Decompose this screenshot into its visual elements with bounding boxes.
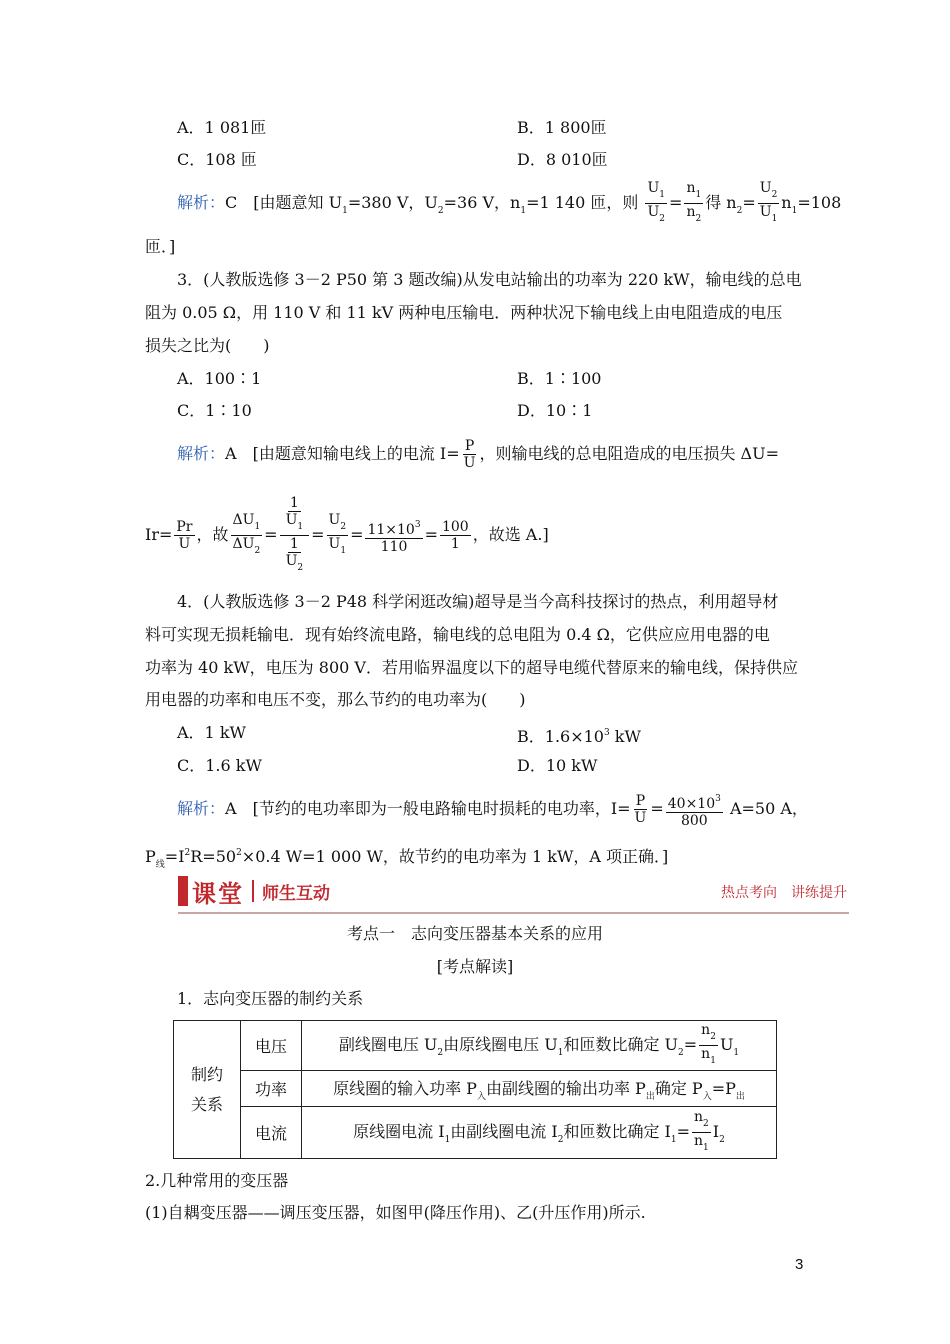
fraction: $\frac{100}{1}$	[441, 519, 469, 552]
fraction: $\frac{P}{U}$	[634, 793, 647, 826]
q4-analysis: 解析：A [节约的电功率即为一般电路输电时损耗的电功率，I= $\frac{P}{U}$ = $\frac{40\times 10^3}{800}$ A=50 A，	[177, 788, 808, 830]
table-row	[174, 1107, 777, 1159]
analysis-label: 解析：	[177, 193, 226, 212]
q4-stem-line2: 料可实现无损耗输电．现有始终流电路，输电线的总电阻为 0.4 Ω，它供应应用电器的电	[145, 625, 770, 644]
fraction: $\frac{11\times 10^3}{110}$	[365, 517, 422, 555]
section-title: 考点一 志向变压器基本关系的应用	[346, 924, 603, 943]
q3-stem-line1: 3．(人教版选修 3－2 P50 第 3 题改编)从发电站输出的功率为 220 kW，输电线的总电	[177, 270, 802, 289]
banner-tagline: 热点考向 讲练提升	[721, 885, 847, 901]
analysis-label: 解析：	[177, 444, 226, 463]
fraction: $\frac{P}{U}$	[463, 438, 476, 471]
section-subtitle: [考点解读]	[436, 957, 514, 976]
banner-accent-bar	[178, 876, 188, 906]
q4-stem-line3: 功率为 40 kW，电压为 800 V．若用临界温度以下的超导电缆代替原来的输电线，保持供应	[145, 658, 798, 677]
fraction: $\frac{U_2}{U_1}$	[759, 180, 778, 224]
banner-divider	[252, 880, 254, 902]
fraction: $\frac{n_2}{n_1}$	[694, 1109, 709, 1153]
q2-analysis: 解析：C [由题意知 $U_1=380$ V，$U_2=36$ V，$n_1=1$ 140 匝，则 $\frac{U_1}{U_2}$ = $\frac{n_1}{n_2}$ 得 $n_2=$ $\frac{U_2}{U_1}$ $n_1=108$	[177, 180, 841, 234]
q3-option-b: B．1∶100	[517, 369, 602, 388]
q4-option-a: A．1 kW	[177, 723, 246, 742]
q3-analysis: 解析：A [由题意知输电线上的电流 I= $\frac{P}{U}$ ，则输电线的总电阻造成的电压损失 ΔU=	[177, 438, 779, 471]
q4-option-d: D．10 kW	[517, 756, 598, 775]
q4-stem-line4: 用电器的功率和电压不变，那么节约的电功率为( )	[145, 690, 526, 709]
fraction: $\frac{40\times 10^3}{800}$	[666, 791, 723, 829]
q3-option-c: C．1∶10	[177, 401, 252, 420]
banner-subtitle: 师生互动	[262, 884, 330, 904]
banner-title: 课堂	[192, 880, 244, 908]
page-number: 3	[795, 1256, 804, 1273]
q4-option-c: C．1.6 kW	[177, 756, 262, 775]
fraction: $\frac{U_1}{U_2}$	[647, 180, 666, 224]
q3-option-d: D．10∶1	[517, 401, 593, 420]
q4-analysis-line2: $P_线=I^2R=50^2\times 0.4$ W=1 000 W，故节约的电功率为 1 kW，A 项正确．]	[145, 847, 669, 870]
row-content-power: 原线圈的输入功率 $P_入$由副线圈的输出功率 $P_出$确定 $P_入=P_出$	[302, 1071, 777, 1107]
fraction: $\frac{Pr}{U}$	[176, 519, 193, 552]
table-row	[174, 1021, 777, 1071]
q4-option-b: B．$1.6\times 10^3$ kW	[517, 727, 641, 746]
table-row	[174, 1071, 777, 1107]
row-content-voltage: 副线圈电压 $U_2$由原线圈电压 $U_1$和匝数比确定 $U_2=$ $\frac{n_2}{n_1}$ $U_1$	[302, 1021, 777, 1071]
row-content-current: 原线圈电流 $I_1$由副线圈电流 $I_2$和匝数比确定 $I_1=$ $\frac{n_2}{n_1}$ $I_2$	[302, 1107, 777, 1159]
row-label-voltage: 电压	[241, 1021, 302, 1071]
q4-stem-line1: 4．(人教版选修 3－2 P48 科学闲逛改编)超导是当今高科技探讨的热点，利用超导材	[177, 592, 779, 611]
q3-stem-line2: 阻为 0.05 Ω，用 110 V 和 11 kV 两种电压输电．两种状况下输电线上由电阻造成的电压	[145, 303, 783, 322]
fraction: $\frac{\Delta U_1}{\Delta U_2}$	[232, 512, 261, 556]
q2-option-d: D．8 010匝	[517, 150, 608, 169]
q3-option-a: A．100∶1	[177, 369, 262, 388]
fraction: $\frac{n_2}{n_1}$	[701, 1022, 716, 1066]
section-banner	[178, 872, 849, 914]
q2-option-b: B．1 800匝	[517, 118, 607, 137]
fraction: $\frac{U_2}{U_1}$	[328, 512, 347, 556]
table-header-cell: 制约 关系	[174, 1021, 241, 1159]
heading-transformers: 2.几种常用的变压器	[145, 1171, 289, 1190]
row-label-power: 功率	[241, 1071, 302, 1107]
paragraph-autotransformer: (1)自耦变压器——调压变压器，如图甲(降压作用)、乙(升压作用)所示.	[145, 1203, 646, 1222]
q3-stem-line3: 损失之比为( )	[145, 336, 270, 355]
q2-option-a: A．1 081匝	[177, 118, 267, 137]
q2-option-c: C．108 匝	[177, 150, 257, 169]
q2-analysis-end: 匝．]	[145, 237, 176, 256]
heading-constraints: 1．志向变压器的制约关系	[177, 989, 364, 1008]
compound-fraction: $\frac{\frac{1}{U_1}}{\frac{1}{U_2}}$	[280, 495, 310, 576]
row-label-current: 电流	[241, 1107, 302, 1159]
constraint-table	[173, 1020, 777, 1159]
analysis-label: 解析：	[177, 799, 226, 818]
fraction: $\frac{n_1}{n_2}$	[686, 180, 702, 224]
q3-analysis-line2: Ir= $\frac{Pr}{U}$ ，故 $\frac{\Delta U_1}{\Delta U_2}$ = $\frac{\frac{1}{U_1}}{\frac{1}{U_2}}$ = $\frac{U_2}{U_1}$ = $\frac{11\times 10^3}{110}$ = $\frac{100}{1}$ ，故选 A.]	[145, 490, 549, 580]
